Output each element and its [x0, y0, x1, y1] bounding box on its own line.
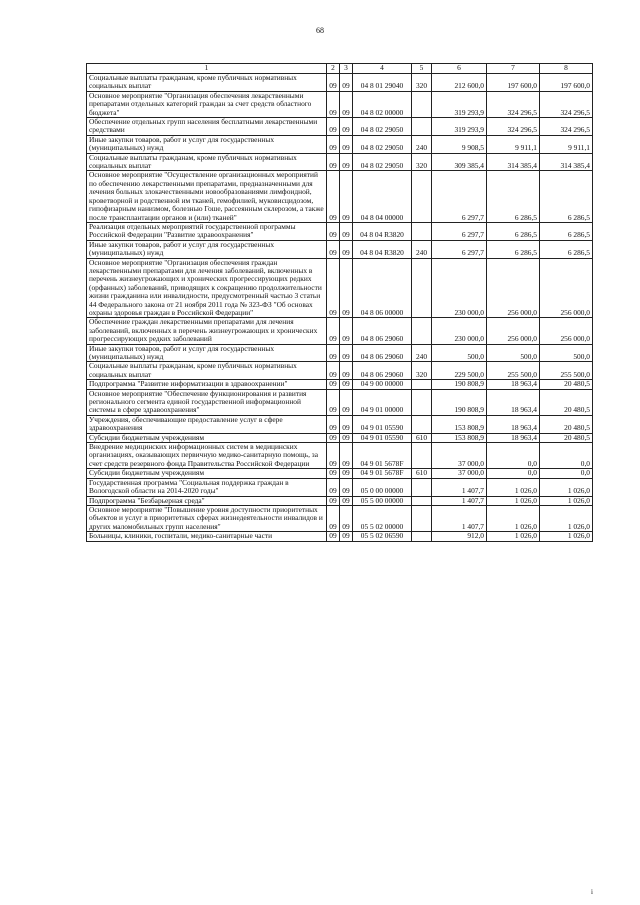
row-description: Социальные выплаты гражданам, кроме публичных нормативных социальных выплат: [87, 153, 327, 171]
table-row: [87, 362, 593, 380]
column-header: 7: [487, 64, 540, 74]
subsection-code: 09: [340, 433, 353, 442]
section-code: 09: [327, 258, 340, 318]
row-description: Обеспечение граждан лекарственными препаратами для лечения заболеваний, включенных в перечень жизнеугрожающих и хронических прогрессирующих редких заболеваний: [87, 318, 327, 344]
row-description: Основное мероприятие "Организация обеспечения лекарственными препаратами отдельных категорий граждан за счет средств областного бюджета": [87, 91, 327, 117]
expense-type-code: [412, 91, 432, 117]
subsection-code: 09: [340, 91, 353, 117]
table-row: [87, 91, 593, 117]
section-code: 09: [327, 389, 340, 415]
row-description: Основное мероприятие "Обеспечение функционирования и развития регионального сегмента единой государственной информационной системы в сфере здравоохранения": [87, 389, 327, 415]
amount-year-2: 256 000,0: [487, 318, 540, 344]
amount-year-3: 6 286,5: [540, 240, 593, 258]
amount-year-1: 1 407,7: [432, 505, 487, 531]
amount-year-1: 500,0: [432, 344, 487, 362]
row-description: Обеспечение отдельных групп населения бесплатными лекарственными средствами: [87, 118, 327, 136]
section-code: 09: [327, 496, 340, 505]
expense-type-code: [412, 496, 432, 505]
amount-year-1: 230 000,0: [432, 258, 487, 318]
section-code: 09: [327, 240, 340, 258]
table-row: [87, 258, 593, 318]
expense-type-code: [412, 118, 432, 136]
subsection-code: 09: [340, 344, 353, 362]
amount-year-1: 1 407,7: [432, 496, 487, 505]
section-code: 09: [327, 344, 340, 362]
amount-year-3: 324 296,5: [540, 118, 593, 136]
amount-year-2: 1 026,0: [487, 478, 540, 496]
table-row: [87, 74, 593, 92]
amount-year-3: 256 000,0: [540, 258, 593, 318]
table-row: [87, 505, 593, 531]
column-header: 3: [340, 64, 353, 74]
row-description: Реализация отдельных мероприятий государственной программы Российской Федерации "Развитие здравоохранения": [87, 222, 327, 240]
row-description: Социальные выплаты гражданам, кроме публичных нормативных социальных выплат: [87, 74, 327, 92]
expense-type-code: [412, 380, 432, 389]
row-description: Субсидии бюджетным учреждениям: [87, 469, 327, 478]
amount-year-1: 37 000,0: [432, 443, 487, 469]
subsection-code: 09: [340, 74, 353, 92]
subsection-code: 09: [340, 505, 353, 531]
section-code: 09: [327, 433, 340, 442]
amount-year-2: 6 286,5: [487, 222, 540, 240]
amount-year-2: 1 026,0: [487, 532, 540, 541]
amount-year-1: 190 808,9: [432, 389, 487, 415]
subsection-code: 09: [340, 171, 353, 222]
target-article-code: 04 8 06 00000: [353, 258, 412, 318]
amount-year-2: 1 026,0: [487, 496, 540, 505]
target-article-code: 04 8 01 29040: [353, 74, 412, 92]
amount-year-3: 197 600,0: [540, 74, 593, 92]
column-header: 1: [87, 64, 327, 74]
amount-year-3: 20 480,5: [540, 380, 593, 389]
amount-year-2: 0,0: [487, 443, 540, 469]
amount-year-1: 153 808,9: [432, 415, 487, 433]
table-row: [87, 344, 593, 362]
section-code: 09: [327, 415, 340, 433]
page-number: 68: [316, 26, 324, 35]
table-row: [87, 153, 593, 171]
amount-year-1: 9 908,5: [432, 135, 487, 153]
target-article-code: 04 8 02 29050: [353, 135, 412, 153]
column-header: 4: [353, 64, 412, 74]
expense-type-code: [412, 222, 432, 240]
amount-year-2: 18 963,4: [487, 433, 540, 442]
section-code: 09: [327, 532, 340, 541]
section-code: 09: [327, 135, 340, 153]
amount-year-1: 190 808,9: [432, 380, 487, 389]
target-article-code: 04 8 06 29060: [353, 318, 412, 344]
column-header: 2: [327, 64, 340, 74]
amount-year-3: 1 026,0: [540, 532, 593, 541]
expense-type-code: [412, 532, 432, 541]
expense-type-code: [412, 443, 432, 469]
table-row: [87, 469, 593, 478]
expense-type-code: 320: [412, 362, 432, 380]
subsection-code: 09: [340, 362, 353, 380]
target-article-code: 04 8 04 00000: [353, 171, 412, 222]
subsection-code: 09: [340, 478, 353, 496]
amount-year-3: 6 286,5: [540, 171, 593, 222]
subsection-code: 09: [340, 135, 353, 153]
amount-year-2: 18 963,4: [487, 389, 540, 415]
section-code: 09: [327, 222, 340, 240]
target-article-code: 04 8 02 29050: [353, 153, 412, 171]
section-code: 09: [327, 362, 340, 380]
subsection-code: 09: [340, 469, 353, 478]
expense-type-code: [412, 258, 432, 318]
row-description: Учреждения, обеспечивающие предоставление услуг в сфере здравоохранения: [87, 415, 327, 433]
section-code: 09: [327, 469, 340, 478]
target-article-code: 05 5 02 00000: [353, 505, 412, 531]
table-row: [87, 318, 593, 344]
section-code: 09: [327, 118, 340, 136]
amount-year-1: 212 600,0: [432, 74, 487, 92]
section-code: 09: [327, 318, 340, 344]
expense-type-code: 240: [412, 240, 432, 258]
target-article-code: 04 9 01 00000: [353, 389, 412, 415]
table-row: [87, 415, 593, 433]
row-description: Социальные выплаты гражданам, кроме публичных нормативных социальных выплат: [87, 362, 327, 380]
amount-year-1: 319 293,9: [432, 118, 487, 136]
row-description: Подпрограмма "Безбарьерная среда": [87, 496, 327, 505]
table-row: [87, 389, 593, 415]
row-description: Внедрение медицинских информационных систем в медицинских организациях, оказывающих первичную медико-санитарную помощь, за счет средств резервного фонда Правительства Российской Федерации: [87, 443, 327, 469]
amount-year-2: 314 385,4: [487, 153, 540, 171]
amount-year-2: 324 296,5: [487, 91, 540, 117]
target-article-code: 04 9 01 05590: [353, 415, 412, 433]
table-row: [87, 240, 593, 258]
amount-year-3: 256 000,0: [540, 318, 593, 344]
amount-year-2: 0,0: [487, 469, 540, 478]
amount-year-3: 1 026,0: [540, 496, 593, 505]
target-article-code: 04 8 04 R3820: [353, 240, 412, 258]
subsection-code: 09: [340, 222, 353, 240]
corner-mark: i: [591, 888, 593, 896]
expense-type-code: [412, 415, 432, 433]
column-header: 6: [432, 64, 487, 74]
amount-year-1: 319 293,9: [432, 91, 487, 117]
subsection-code: 09: [340, 415, 353, 433]
subsection-code: 09: [340, 443, 353, 469]
section-code: 09: [327, 91, 340, 117]
amount-year-1: 309 385,4: [432, 153, 487, 171]
target-article-code: 05 5 00 00000: [353, 496, 412, 505]
target-article-code: 04 8 06 29060: [353, 362, 412, 380]
table-row: [87, 135, 593, 153]
header-row: [87, 64, 593, 74]
amount-year-2: 18 963,4: [487, 415, 540, 433]
section-code: 09: [327, 380, 340, 389]
target-article-code: 04 8 06 29060: [353, 344, 412, 362]
row-description: Основное мероприятие "Осуществление организационных мероприятий по обеспечению лекарственными препаратами, предназначенными для лечения больных злокачественными новообразованиями лимфоидной, кроветворной и родственной им тканей, гемофилией, муковисцидозом, гипофизарным нанизмом, болезнью Гоше, рассеянным склерозом, а также после трансплантации органов и (или) тканей": [87, 171, 327, 222]
section-code: 09: [327, 171, 340, 222]
amount-year-2: 197 600,0: [487, 74, 540, 92]
amount-year-2: 6 286,5: [487, 240, 540, 258]
amount-year-3: 20 480,5: [540, 389, 593, 415]
subsection-code: 09: [340, 532, 353, 541]
amount-year-1: 37 000,0: [432, 469, 487, 478]
amount-year-3: 0,0: [540, 469, 593, 478]
amount-year-2: 9 911,1: [487, 135, 540, 153]
amount-year-1: 1 407,7: [432, 478, 487, 496]
section-code: 09: [327, 505, 340, 531]
subsection-code: 09: [340, 496, 353, 505]
subsection-code: 09: [340, 240, 353, 258]
expense-type-code: [412, 478, 432, 496]
amount-year-3: 1 026,0: [540, 505, 593, 531]
table-body: [87, 74, 593, 542]
subsection-code: 09: [340, 318, 353, 344]
table-row: [87, 443, 593, 469]
target-article-code: 05 5 02 06590: [353, 532, 412, 541]
expense-type-code: 240: [412, 344, 432, 362]
target-article-code: 04 8 04 R3820: [353, 222, 412, 240]
target-article-code: 04 9 01 5678F: [353, 443, 412, 469]
row-description: Подпрограмма "Развитие информатизации в здравоохранении": [87, 380, 327, 389]
amount-year-2: 256 000,0: [487, 258, 540, 318]
row-description: Иные закупки товаров, работ и услуг для государственных (муниципальных) нужд: [87, 135, 327, 153]
subsection-code: 09: [340, 118, 353, 136]
subsection-code: 09: [340, 389, 353, 415]
amount-year-3: 9 911,1: [540, 135, 593, 153]
amount-year-1: 229 500,0: [432, 362, 487, 380]
section-code: 09: [327, 478, 340, 496]
amount-year-1: 153 808,9: [432, 433, 487, 442]
row-description: Больницы, клиники, госпитали, медико-санитарные части: [87, 532, 327, 541]
amount-year-2: 324 296,5: [487, 118, 540, 136]
amount-year-2: 1 026,0: [487, 505, 540, 531]
amount-year-3: 6 286,5: [540, 222, 593, 240]
row-description: Иные закупки товаров, работ и услуг для государственных (муниципальных) нужд: [87, 240, 327, 258]
table-row: [87, 171, 593, 222]
section-code: 09: [327, 74, 340, 92]
row-description: Государственная программа "Социальная поддержка граждан в Вологодской области на 2014-2020 годы": [87, 478, 327, 496]
amount-year-2: 18 963,4: [487, 380, 540, 389]
expense-type-code: 240: [412, 135, 432, 153]
amount-year-3: 0,0: [540, 443, 593, 469]
subsection-code: 09: [340, 153, 353, 171]
subsection-code: 09: [340, 258, 353, 318]
expense-type-code: [412, 505, 432, 531]
section-code: 09: [327, 443, 340, 469]
row-description: Основное мероприятие "Организация обеспечения граждан лекарственными препаратами для лечения заболеваний, включенных в перечень жизнеугрожающих и хронических прогрессирующих редких (орфанных) заболеваний, приводящих к сокращению продолжительности жизни гражданина или инвалидности, предусмотренный частью 3 статьи 44 Федерального закона от 21 ноября 2011 года № 323-ФЗ "Об основах охраны здоровья граждан в Российской Федерации": [87, 258, 327, 318]
target-article-code: 04 9 00 00000: [353, 380, 412, 389]
expense-type-code: [412, 389, 432, 415]
expense-type-code: 610: [412, 433, 432, 442]
amount-year-1: 230 000,0: [432, 318, 487, 344]
amount-year-3: 314 385,4: [540, 153, 593, 171]
target-article-code: 04 9 01 05590: [353, 433, 412, 442]
expense-type-code: 320: [412, 153, 432, 171]
table-row: [87, 222, 593, 240]
amount-year-3: 20 480,5: [540, 433, 593, 442]
table-row: [87, 380, 593, 389]
amount-year-2: 6 286,5: [487, 171, 540, 222]
amount-year-2: 255 500,0: [487, 362, 540, 380]
row-description: Основное мероприятие "Повышение уровня доступности приоритетных объектов и услуг в приоритетных сферах жизнедеятельности инвалидов и других маломобильных групп населения": [87, 505, 327, 531]
row-description: Иные закупки товаров, работ и услуг для государственных (муниципальных) нужд: [87, 344, 327, 362]
row-description: Субсидии бюджетным учреждениям: [87, 433, 327, 442]
amount-year-1: 6 297,7: [432, 240, 487, 258]
target-article-code: 04 8 02 29050: [353, 118, 412, 136]
amount-year-3: 255 500,0: [540, 362, 593, 380]
amount-year-3: 324 296,5: [540, 91, 593, 117]
table-row: [87, 478, 593, 496]
target-article-code: 04 9 01 5678F: [353, 469, 412, 478]
amount-year-3: 500,0: [540, 344, 593, 362]
amount-year-2: 500,0: [487, 344, 540, 362]
table-row: [87, 532, 593, 541]
target-article-code: 04 8 02 00000: [353, 91, 412, 117]
amount-year-1: 6 297,7: [432, 222, 487, 240]
budget-table: [86, 63, 593, 542]
expense-type-code: 610: [412, 469, 432, 478]
column-header: 8: [540, 64, 593, 74]
table-row: [87, 118, 593, 136]
amount-year-3: 20 480,5: [540, 415, 593, 433]
target-article-code: 05 0 00 00000: [353, 478, 412, 496]
amount-year-1: 6 297,7: [432, 171, 487, 222]
column-header: 5: [412, 64, 432, 74]
expense-type-code: 320: [412, 74, 432, 92]
expense-type-code: [412, 171, 432, 222]
subsection-code: 09: [340, 380, 353, 389]
amount-year-3: 1 026,0: [540, 478, 593, 496]
expense-type-code: [412, 318, 432, 344]
table-row: [87, 496, 593, 505]
amount-year-1: 912,0: [432, 532, 487, 541]
section-code: 09: [327, 153, 340, 171]
